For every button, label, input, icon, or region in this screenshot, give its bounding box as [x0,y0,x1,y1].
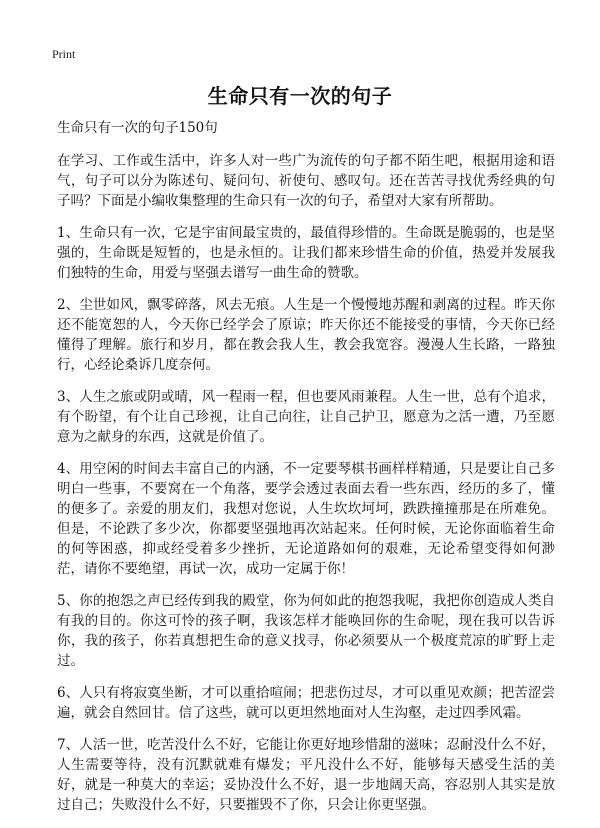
print-link[interactable]: Print [52,47,76,61]
sentence-paragraph-3: 3、人生之旅或阴或晴，风一程雨一程，但也要风雨兼程。人生一世，总有个追求，有个盼望，有个让自己珍视，让自己向往，让自己护卫，愿意为之活一遭，乃至愿意为之献身的东西，这就是价值了。 [57,389,555,445]
document-subtitle: 生命只有一次的句子150句 [57,120,218,136]
sentence-paragraph-1: 1、生命只有一次，它是宇宙间最宝贵的，最值得珍惜的。生命既是脆弱的，也是坚强的，生命既是短暂的，也是永恒的。让我们都来珍惜生命的价值，热爱并发展我们独特的生命，用爱与坚强去谱写一曲生命的赞歌。 [57,225,555,281]
document-title: 生命只有一次的句子 [207,84,393,108]
sentence-paragraph-6: 6、人只有将寂寞坐断，才可以重拾喧闹；把悲伤过尽，才可以重见欢颜；把苦涩尝遍，就会自然回甘。信了这些，就可以更坦然地面对人生沟壑，走过四季风霜。 [57,685,555,721]
intro-paragraph: 在学习、工作或生活中，许多人对一些广为流传的句子都不陌生吧，根据用途和语气，句子可以分为陈述句、疑问句、祈使句、感叹句。还在苦苦寻找优秀经典的句子吗？下面是小编收集整理的生命只有一次的句子，希望对大家有所帮助。 [57,153,555,209]
sentence-paragraph-5: 5、你的抱怨之声已经传到我的殿堂，你为何如此的抱怨我呢，我把你创造成人类自有我的目的。你这可怜的孩子啊，我该怎样才能唤回你的生命呢，现在我可以告诉你，我的孩子，你若真想把生命的意义找寻，你必须要从一个极度荒凉的旷野上走过。 [57,593,555,669]
sentence-paragraph-7: 7、人活一世，吃苦没什么不好，它能让你更好地珍惜甜的滋味；忍耐没什么不好，人生需要等待，没有沉默就难有爆发；平凡没什么不好，能够每天感受生活的美好，就是一种莫大的幸运；妥协没什么不好，退一步地阔天高，容忍别人其实是放过自己；失败没什么不好，只要摧毁不了你，只会让你更坚强。 [57,737,555,813]
sentence-paragraph-4: 4、用空闲的时间去丰富自己的内涵，不一定要琴棋书画样样精通，只是要让自己多明白一些事，不要窝在一个角落，要学会透过表面去看一些东西，经历的多了，懂的便多了。亲爱的朋友们，我想对您说，人生坎坎坷坷，跌跌撞撞那是在所难免。但是，不论跌了多少次，你都要坚强地再次站起来。任何时候，无论你面临着生命的何等困惑，抑或经受着多少挫折，无论道路如何的艰难，无论希望变得如何渺茫，请你不要绝望，再试一次，成功一定属于你！ [57,461,555,577]
sentence-paragraph-2: 2、尘世如风，飘零碎落，风去无痕。人生是一个慢慢地苏醒和剥离的过程。昨天你还不能宽恕的人，今天你已经学会了原谅；昨天你还不能接受的事情，今天你已经懂得了理解。旅行和岁月，都在教会我人生，教会我宽容。漫漫人生长路，一路独行，心经论桑诉几度奈何。 [57,297,555,373]
document-body [57,118,555,827]
